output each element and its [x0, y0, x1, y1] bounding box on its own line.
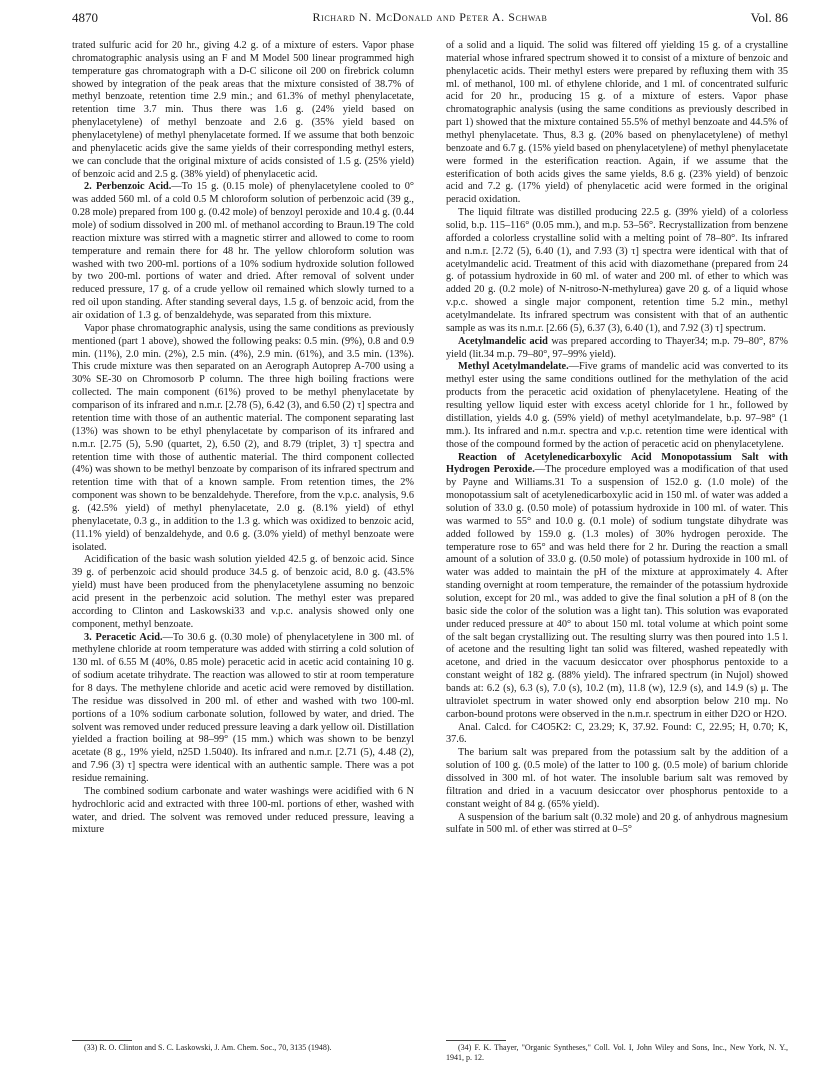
paragraph-text: —To 30.6 g. (0.30 mole) of phenylacetylene in 300 ml. of methylene chloride at room temperature was added with stirring a cold solution of 130 ml. of 6.55 M (40%, 0.85 mole) peracetic acid in acetic acid containing 10 g. of sodium acetate trihydrate. The reaction was allowed to stir at room temperature for 8 days. The methylene chloride and acetic acid were removed by distillation. The residue was dissolved in 200 ml. of ether and washed with two 100-ml. portions of a 10% sodium carbonate solution, followed by water, and dried. The solvent was removed under reduced pressure leaving a dark yellow oil. Distillation yielded a fraction boiling at 98–99° (15 mm.) which was shown to be benzyl acetate (8 g., 19% yield, n25D 1.5040). Its infrared and n.m.r. [2.71 (5), 4.48 (2), and 7.96 (3) τ] spectra were identical with an authentic sample. There was a pot residue remaining.	[72, 631, 414, 784]
footnote-rule-right	[446, 1040, 506, 1041]
paragraph	[446, 812, 788, 838]
left-column	[72, 40, 414, 837]
paragraph	[446, 747, 788, 811]
paragraph	[446, 207, 788, 336]
running-header	[72, 10, 788, 32]
paragraph-text: Vapor phase chromatographic analysis, using the same conditions as previously mentioned (part 1 above), showed the following peaks: 0.5 min. (9%), 0.8 and 0.9 min. (11%), 2.0 min. (2%), 2.5 min. (4%), 2.9 min. (61%), and 3.5 min. (13%). This crude mixture was then separated on an Aerograph Autoprep A-700 using a 30% SE-30 on Chromosorb P column. The three high boiling fractions were collected. The main component (61%) proved to be methyl phenylacetate by comparison of its infrared and n.m.r. [2.78 (5), 6.42 (3), and 6.50 (2) τ] spectra and retention time with those of an authentic material. The component separating last (13%) was shown to be ethyl phenylacetate by comparison of its infrared and n.m.r. [2.75 (5), 5.90 (quartet, 2), 6.50 (2), and 8.79 (triplet, 3) τ] spectra and retention time with those of authentic material. The third component collected (4%) was shown to be methyl benzoate by comparison of its infrared spectrum and retention time with that of a known sample. From retention times, the 2% component was shown to be benzaldehyde. Therefore, from the v.p.c. analysis, 9.6 g. (42.5% yield) of methyl phenylacetate, 2.0 g. (8.1% yield) of ethyl phenylacetate, 0.3 g., in addition to the 1.3 g. which was oxidized to benzoic acid, (11.1% yield) of benzaldehyde, and 0.6 g. (3.0% yield) of methyl benzoate were isolated.	[72, 322, 414, 553]
paragraph	[72, 786, 414, 837]
footnote-rule-left	[72, 1040, 132, 1041]
footnote-right	[446, 1043, 788, 1063]
paragraph-text: Anal. Calcd. for C4O5K2: C, 23.29; K, 37.92. Found: C, 22.95; H, 0.70; K, 37.6.	[446, 721, 788, 746]
paragraph	[446, 361, 788, 451]
paragraph	[72, 323, 414, 554]
paragraph-text: —Five grams of mandelic acid was converted to its methyl ester using the same conditions outlined for the methylation of the acid products from the peracetic acid oxidation of phenylacetylene. Heating of the resulting yellow liquid ester with excess acetyl chloride for 1 hr., followed by distillation, yields 4.0 g. (59% yield) of methyl acetylmandelate, b.p. 97–98° (1 mm.). Its infrared and n.m.r. spectra and v.p.c. retention time were identical with those of the compound formed by the action of peracetic acid on phenylacetylene.	[446, 361, 788, 450]
running-head-authors: Richard N. McDonald and Peter A. Schwab	[312, 10, 548, 24]
paragraph-text: of a solid and a liquid. The solid was filtered off yielding 15 g. of a crystalline material whose infrared spectrum showed it to consist of a mixture of benzoic and phenylacetic acids. Their methyl esters were prepared by refluxing them with 35 ml. of methanol, 100 ml. of ethylene chloride, and 1 ml. of concentrated sulfuric acid for 20 hr., producing 15 g. of a mixture of esters. Vapor phase chromatographic analysis (using the same conditions as previously described in part 1) showed that the mixture contained 55.5% of methyl benzoate and 44.5% of methyl phenylacetate. Thus, 8.3 g. (20% based on phenylacetylene) of methyl benzoate and 6.7 g. (15% yield based on phenylacetylene) of methyl phenylacetate were formed in the esterification reaction. Again, if we assume that the esterification of both acids gives the same yields, 8.6 g. (23% yield) of benzoic acid and 7.2 g. (17% yield) of phenylacetic acid were formed in the original peracid oxidation.	[446, 40, 788, 206]
section-heading: Reaction of Acetylenedicarboxylic Acid Monopotassium Salt with Hydrogen Peroxide.	[446, 451, 788, 476]
paragraph	[72, 554, 414, 631]
footnote-33: (33) R. O. Clinton and S. C. Laskowski, J. Am. Chem. Soc., 70, 3135 (1948).	[84, 1043, 332, 1052]
footnote-left	[72, 1043, 414, 1053]
section-heading: 2. Perbenzoic Acid.	[84, 181, 172, 193]
paragraph-text: —The procedure employed was a modification of that used by Payne and Williams.31 To a suspension of 152.0 g. (1.0 mole) of the monopotassium salt of acetylenedicarboxylic acid in 150 ml. of water was added a solution of 33.0 g. (0.50 mole) of potassium hydroxide in 100 ml. of water. This was warmed to 55° and 10.0 g. (0.1 mole) of sodium tungstate dihydrate was added followed by 159.0 g. (1.3 moles) of 30% hydrogen peroxide. The temperature rose to 65° and was held there for 2 hr. During the reaction a small amount of a solution of 33.0 g. (0.50 mole) of potassium hydroxide in 100 ml. of water was added to maintain the pH of the mixture at approximately 4. After standing overnight at room temperature, the remainder of the potassium hydroxide solution, except for 20 ml., was added to give the final solution a pH of 8 (on the basic side the color of the solution was a light tan). This solution was evaporated under reduced pressure at 40° to about 150 ml. total volume at which point some of the salt began crystallizing out. The resulting slurry was then poured into 1.5 l. of acetone and the resulting light tan solid was filtered, washed repeatedly with acetone, and dried in the vacuum desiccator over phosphorus pentoxide to a constant weight of 182 g. (88% yield). The infrared spectrum (in Nujol) showed bands at: 6.2 (s), 6.3 (s), 7.0 (s), 10.2 (m), 11.8 (w), 12.9 (s), and 14.9 (s) μ. The ultraviolet spectrum in water showed only end absorption below 210 mμ. No carbon-bound protons were observed in the n.m.r. spectrum in either D2O or H2O.	[446, 464, 788, 720]
paragraph	[446, 336, 788, 362]
paragraph	[72, 181, 414, 322]
paragraph-text: The combined sodium carbonate and water washings were acidified with 6 N hydrochloric acid and extracted with three 100-ml. portions of ether, washed with water, and dried. The solvent was removed under reduced pressure, leaving a mixture	[72, 785, 414, 836]
section-heading: Methyl Acetylmandelate.	[458, 361, 569, 373]
section-heading: Acetylmandelic acid	[458, 335, 548, 347]
paragraph-text: The barium salt was prepared from the potassium salt by the addition of a solution of 100 g. (0.5 mole) of the latter to 100 g. (0.5 mole) of barium chloride dissolved in 300 ml. of hot water. The insoluble barium salt was removed by filtration and dried in a vacuum desiccator over phosphorus pentoxide to a constant weight of 84 g. (65% yield).	[446, 747, 788, 810]
footnote-34: (34) F. K. Thayer, "Organic Syntheses," Coll. Vol. I, John Wiley and Sons, Inc., New York, N. Y., 1941, p. 12.	[446, 1043, 788, 1062]
paragraph-text: A suspension of the barium salt (0.32 mole) and 20 g. of anhydrous magnesium sulfate in 500 ml. of ether was stirred at 0–5°	[446, 811, 788, 836]
page-number: 4870	[72, 10, 98, 25]
paragraph	[446, 452, 788, 722]
paragraph-text: —To 15 g. (0.15 mole) of phenylacetylene cooled to 0° was added 560 ml. of a cold 0.5 M chloroform solution of perbenzoic acid (39 g., 0.28 mole) prepared from 100 g. (0.42 mole) of benzoyl peroxide and 10.4 g. (0.44 mole) of sodium dissolved in 200 ml. of methanol according to Braun.19 The cold reaction mixture was stirred with a magnetic stirrer and allowed to come to room temperature and remain there for 48 hr. The yellow chloroform solution was washed with two 200-ml. portions of a 10% sodium hydroxide solution followed by two 200-ml. portions of water and dried. After removal of solvent under reduced pressure, 17 g. of a crude yellow oil remained which slowly turned to a red oil upon standing. After standing several days, 1.5 g. of benzoic acid, from the air oxidation of 1.3 g. of benzaldehyde, was separated from this mixture.	[72, 181, 414, 322]
paragraph-text: Acidification of the basic wash solution yielded 42.5 g. of benzoic acid. Since 39 g. of perbenzoic acid should produce 34.5 g. of benzoic acid, 8.0 g. (43.5% yield) must have been produced from the phenylacetylene assuming no benzoic acid present in the perbenzoic acid solution. The methyl ester was prepared according to Clinton and Laskowski33 and v.p.c. analysis showed only one component, methyl benzoate.	[72, 554, 414, 630]
paragraph-text: trated sulfuric acid for 20 hr., giving 4.2 g. of a mixture of esters. Vapor phase chromatographic analysis using an F and M Model 500 linear programmed high temperature gas chromatograph with a D-C silicone oil 200 on firebrick column showed by integration of the peak areas that the mixture consisted of 38.7% of methyl benzoate, retention time 2.9 min.; and 61.3% of methyl phenylacetate, retention time 3.7 min. Thus there was 1.6 g. (24% yield based on phenylacetylene) of methyl benzoate and 2.6 g. (35% yield based on phenylacetylene) of methyl phenylacetate formed. If we assume that both benzoic and phenylacetic acids give the same yields of their corresponding methyl esters, we can conclude that the original mixture of acids consisted of 1.5 g. (25% yield) of benzoic acid and 2.5 g. (38% yield) of phenylacetic acid.	[72, 40, 414, 180]
paragraph-text: was prepared according to Thayer34; m.p. 79–80°, 87% yield (lit.34 m.p. 79–80°, 97–99% yield).	[446, 335, 789, 360]
paragraph	[446, 722, 788, 748]
right-column	[446, 40, 788, 837]
section-heading: 3. Peracetic Acid.	[84, 631, 163, 643]
paragraph	[446, 40, 788, 207]
paragraph	[72, 632, 414, 786]
volume-label: Vol. 86	[750, 10, 788, 25]
paragraph	[72, 40, 414, 181]
paragraph-text: The liquid filtrate was distilled producing 22.5 g. (39% yield) of a colorless solid, b.p. 115–116° (0.05 mm.), and m.p. 53–56°. Recrystallization from benzene afforded a colorless crystalline solid with a melting point of 78–80°. Its infrared and n.m.r. [2.72 (5), 6.40 (1), and 7.93 (3) τ] spectra were identical with that of acetylmandelic acid. Treatment of this acid with diazomethane (prepared from 24 g. of potassium hydroxide in 60 ml. of water and 200 ml. of ether to which was added 20 g. (0.2 mole) of N-nitroso-N-methylurea) gave 20 g. of a liquid whose v.p.c. showed a single major component, retention time 5.2 min., methyl acetylmandelate. Its infrared spectrum was consistent with that of an authentic sample as was its n.m.r. [2.66 (5), 6.37 (3), 6.40 (1), and 7.92 (3) τ] spectrum.	[446, 207, 788, 334]
